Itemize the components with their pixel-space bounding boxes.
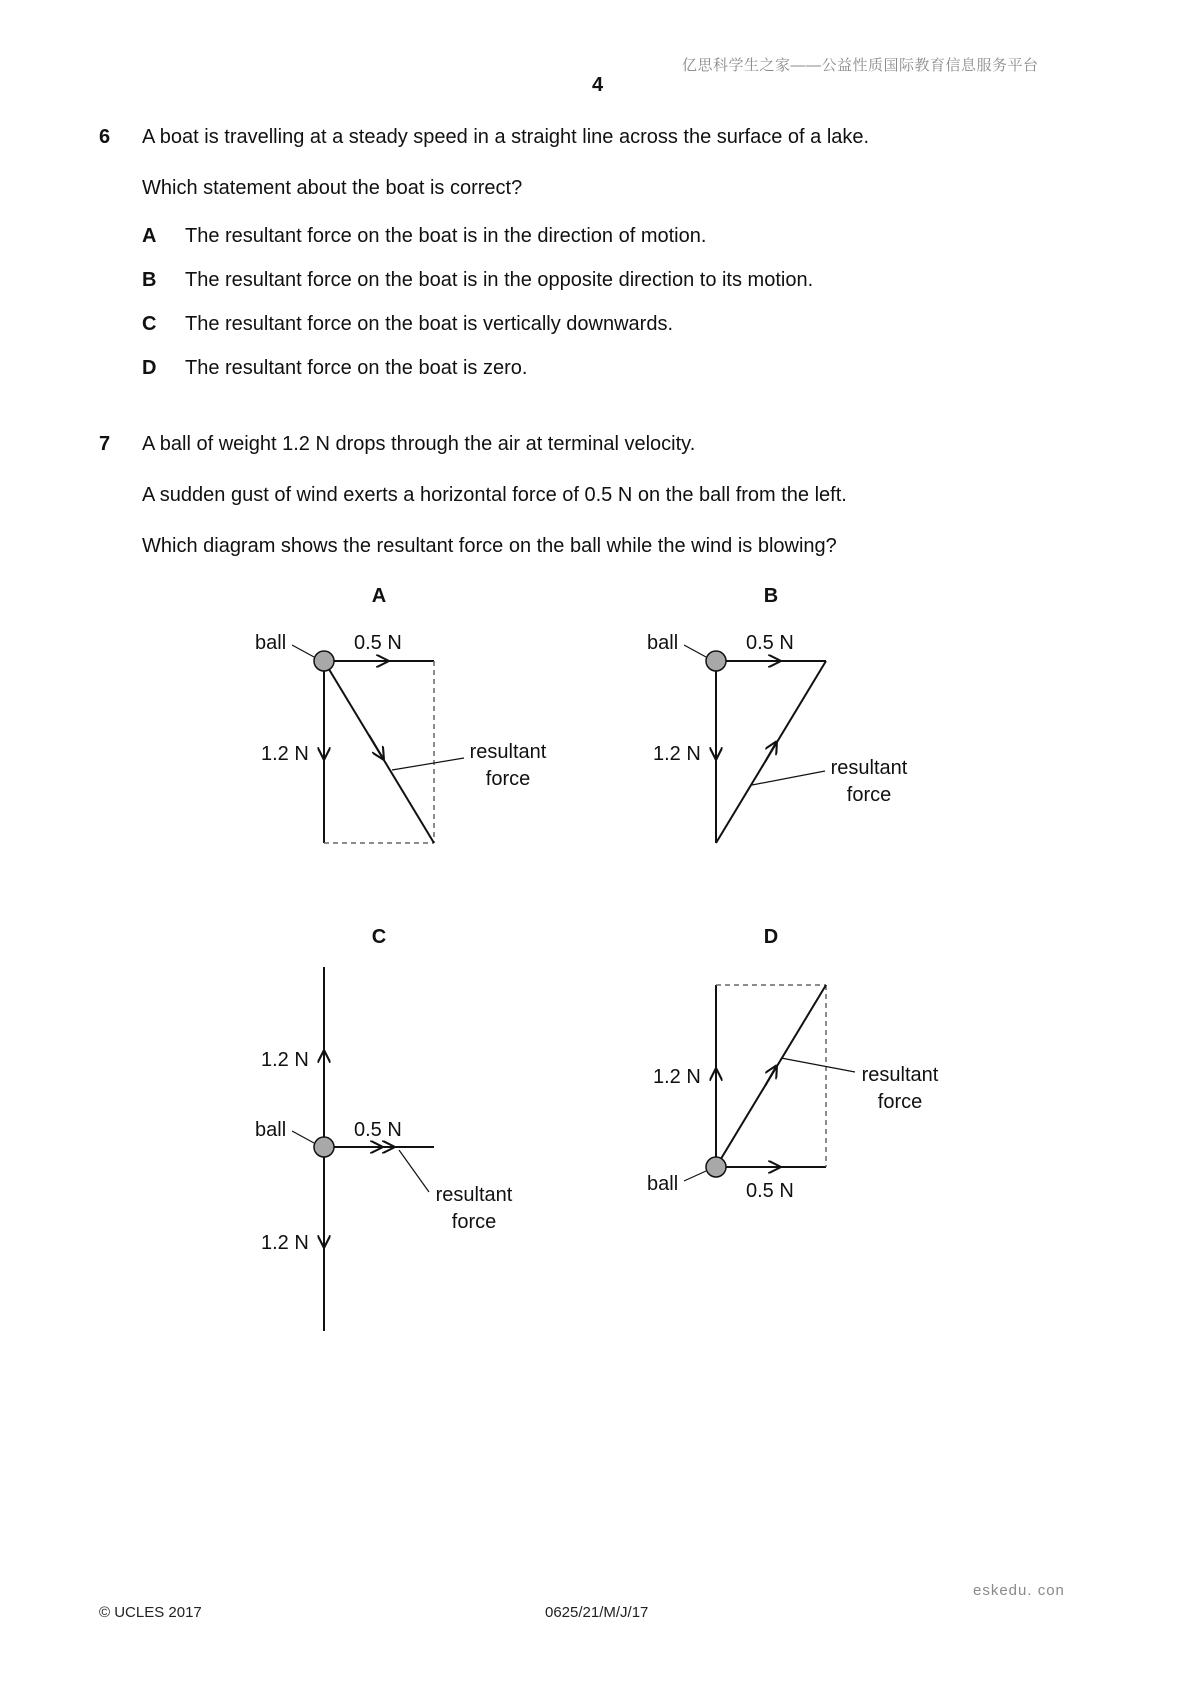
q6-option-d-letter: D bbox=[142, 357, 157, 379]
diagram-a bbox=[255, 585, 547, 843]
diagram-b-resultant-label-2: force bbox=[846, 784, 892, 806]
diagram-a-wind-label: 0.5 N bbox=[354, 632, 402, 654]
diagram-a-ball bbox=[314, 651, 334, 671]
diagram-a-resultant-label-1: resultant bbox=[469, 741, 547, 763]
diagram-c-resultant-leader bbox=[399, 1150, 429, 1192]
diagram-c-letter: C bbox=[371, 926, 387, 948]
diagram-d-weight-label: 1.2 N bbox=[653, 1066, 701, 1088]
diagram-c-ball bbox=[314, 1137, 334, 1157]
diagram-a-letter: A bbox=[371, 585, 387, 607]
diagram-c-down-label: 1.2 N bbox=[261, 1232, 309, 1254]
q7-line2: A sudden gust of wind exerts a horizontal force of 0.5 N on the ball from the left. bbox=[142, 484, 847, 506]
diagram-c-resultant-label-1: resultant bbox=[435, 1184, 513, 1206]
diagram-c-ball-leader bbox=[292, 1131, 314, 1143]
q7-prompt: Which diagram shows the resultant force on the ball while the wind is blowing? bbox=[142, 535, 837, 557]
diagram-d bbox=[647, 926, 939, 1202]
diagram-d-resultant-label-1: resultant bbox=[861, 1064, 939, 1086]
q7-number: 7 bbox=[99, 433, 111, 455]
diagram-b-wind-label: 0.5 N bbox=[746, 632, 794, 654]
diagram-b-resultant-leader bbox=[752, 771, 825, 785]
q6-stem: A boat is travelling at a steady speed in a straight line across the surface of a lake. bbox=[142, 126, 870, 148]
diagram-b-ball-leader bbox=[684, 645, 706, 657]
diagram-d-resultant-arrow bbox=[765, 1065, 777, 1086]
diagram-d-resultant-label-2: force bbox=[877, 1091, 923, 1113]
diagram-b-weight-label: 1.2 N bbox=[653, 743, 701, 765]
diagram-b-resultant-label-1: resultant bbox=[830, 757, 908, 779]
page-number: 4 bbox=[592, 74, 604, 96]
diagram-a-weight-label: 1.2 N bbox=[261, 743, 309, 765]
diagram-a-resultant-leader bbox=[392, 758, 464, 770]
diagram-d-ball bbox=[706, 1157, 726, 1177]
diagram-c-up-label: 1.2 N bbox=[261, 1049, 309, 1071]
q6-prompt: Which statement about the boat is correct? bbox=[142, 177, 523, 199]
footer-site: eskedu. con bbox=[973, 1582, 1065, 1599]
diagram-a-resultant-arrow bbox=[369, 735, 384, 760]
diagram-d-wind-label: 0.5 N bbox=[746, 1180, 794, 1202]
footer-code: 0625/21/M/J/17 bbox=[545, 1604, 649, 1621]
q7-line1: A ball of weight 1.2 N drops through the air at terminal velocity. bbox=[142, 433, 696, 455]
diagram-a-ball-leader bbox=[292, 645, 314, 657]
diagram-b-resultant-arrow bbox=[765, 741, 777, 762]
diagram-b bbox=[647, 585, 908, 843]
diagram-d-letter: D bbox=[763, 926, 779, 948]
q6-option-c-text: The resultant force on the boat is vertically downwards. bbox=[185, 313, 674, 335]
diagram-c-wind-label: 0.5 N bbox=[354, 1119, 402, 1141]
diagram-d-ball-leader bbox=[684, 1171, 706, 1181]
header-watermark: 亿思科学生之家——公益性质国际教育信息服务平台 bbox=[682, 57, 1039, 74]
q6-option-b-letter: B bbox=[142, 269, 157, 291]
diagram-d-resultant-leader bbox=[781, 1058, 855, 1072]
q6-number: 6 bbox=[99, 126, 111, 148]
q6-option-a-text: The resultant force on the boat is in the direction of motion. bbox=[185, 225, 707, 247]
diagram-c-resultant-label-2: force bbox=[451, 1211, 497, 1233]
diagram-b-ball bbox=[706, 651, 726, 671]
q6-option-d-text: The resultant force on the boat is zero. bbox=[185, 357, 528, 379]
diagram-c-ball-label: ball bbox=[255, 1119, 287, 1141]
diagram-b-ball-label: ball bbox=[647, 632, 679, 654]
footer-copyright: © UCLES 2017 bbox=[99, 1604, 202, 1621]
q6-option-c-letter: C bbox=[142, 313, 157, 335]
q6-option-a-letter: A bbox=[142, 225, 157, 247]
diagram-d-ball-label: ball bbox=[647, 1173, 679, 1195]
diagram-b-letter: B bbox=[763, 585, 779, 607]
q6-option-b-text: The resultant force on the boat is in the opposite direction to its motion. bbox=[185, 269, 814, 291]
diagram-c bbox=[255, 926, 513, 1331]
diagram-a-ball-label: ball bbox=[255, 632, 287, 654]
diagram-a-resultant-label-2: force bbox=[485, 768, 531, 790]
